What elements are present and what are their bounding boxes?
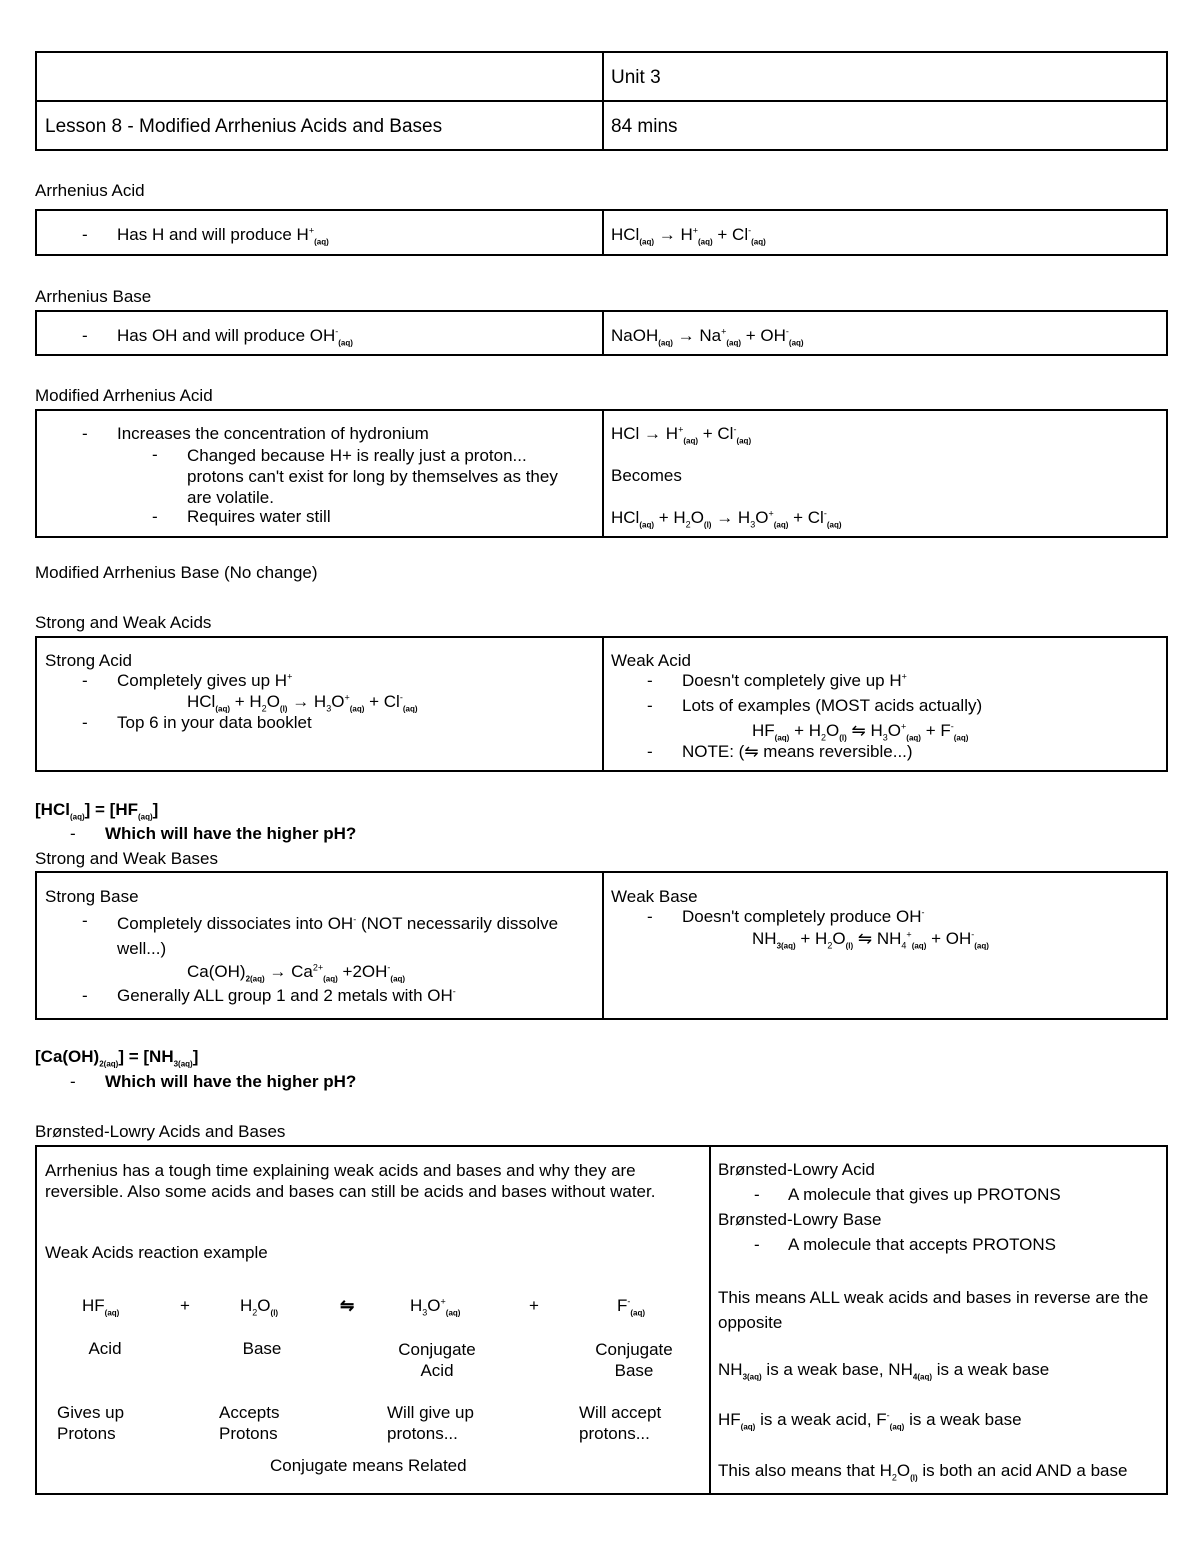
bronsted-intro: Arrhenius has a tough time explaining weak acids and bases and why they are reversible. Also some acids and bases can still be acids and bases without water. [45, 1161, 656, 1201]
label-conjugate-acid: Conjugate Acid [398, 1340, 476, 1380]
strong-acid-title: Strong Acid [45, 651, 132, 670]
modified-acid-sub1: Changed because H+ is really just a proton... protons can't exist for long by themselves as they are volatile. [187, 446, 558, 507]
label-base: Base [242, 1339, 282, 1358]
reaction-plus1: + [180, 1296, 190, 1315]
role-conjugate-base: Will accept protons... [579, 1403, 662, 1443]
reaction-equilibrium: ⇋ [340, 1296, 355, 1315]
strong-base-point2: Generally ALL group 1 and 2 metals with OH- [117, 986, 456, 1005]
reaction-hf: $HF_{(aq)}$ [82, 1296, 120, 1318]
strong-weak-bases-table: Strong Base - Completely dissociates into OH- (NOT necessarily dissolve well...) $Ca(OH)_{2(aq)} \to Ca^{2+}_{(aq)} +2OH^-_{(aq)}$ - Generally ALL group 1 and 2 metals with OH- Weak Base - Doesn't completely produce OH- $NH_{3(aq)} + H_2O_{(l)}$ ⇋ $NH_4^+_{(aq)} + OH^-_{(aq)}$ [35, 871, 1168, 1020]
modified-acid-eq2: $HCl_{(aq)} + H_2O_{(l)} \to H_3O^+_{(aq)} + Cl^-_{(aq)}$ [611, 508, 842, 530]
bronsted-means: This means ALL weak acids and bases in reverse are the opposite [718, 1288, 1149, 1332]
arrhenius-base-heading: Arrhenius Base [35, 287, 152, 306]
strong-base-point1: Completely dissociates into OH- (NOT necessarily dissolve well...) [117, 914, 559, 958]
bronsted-acid-def: A molecule that gives up PROTONS [788, 1185, 1061, 1204]
arrhenius-acid-table: - Has H and will produce $H^+_{(aq)}$ $HCl_{(aq)} \to H^+_{(aq)} + Cl^-_{(aq)}$ [35, 209, 1168, 256]
reaction-plus2: + [529, 1296, 539, 1315]
reaction-f: $F^-_{(aq)}$ [617, 1296, 646, 1318]
arrhenius-acid-heading: Arrhenius Acid [35, 181, 145, 200]
arrhenius-base-table: - Has OH and will produce $OH^-_{(aq)}$ NaOH$_{(aq)}$ → $Na^+_{(aq)} + OH^-_{(aq)}$ [35, 310, 1168, 356]
weak-base-point1: Doesn't completely produce OH- [682, 907, 925, 926]
label-conjugate-base: Conjugate Base [595, 1340, 673, 1380]
modified-acid-point: Increases the concentration of hydronium [117, 424, 429, 443]
strong-acid-point2: Top 6 in your data booklet [117, 713, 312, 732]
bronsted-nh3-line: $NH_{3(aq)}$ is a weak base, $NH_{4(aq)}$ is a weak base [718, 1360, 1050, 1382]
arrhenius-acid-point: Has H and will produce $H^+_{(aq)}$ [117, 225, 329, 247]
modified-acid-sub2: Requires water still [187, 507, 331, 526]
role-base: Accepts Protons [219, 1403, 280, 1443]
strong-base-equation: $Ca(OH)_{2(aq)} \to Ca^{2+}_{(aq)} +2OH^-_{(aq)}$ [187, 962, 406, 984]
lesson-duration: 84 mins [611, 116, 678, 137]
weak-acid-example-title: Weak Acids reaction example [45, 1243, 268, 1262]
strong-base-title: Strong Base [45, 887, 139, 906]
weak-base-equation: $NH_{3(aq)} + H_2O_{(l)}$ ⇋ $NH_4^+_{(aq)} + OH^-_{(aq)}$ [752, 929, 989, 951]
arrhenius-base-equation: NaOH$_{(aq)}$ → $Na^+_{(aq)} + OH^-_{(aq)}$ [611, 326, 804, 348]
strong-acid-equation: $HCl_{(aq)} + H_2O_{(l)} \to H_3O^+_{(aq)} + Cl^-_{(aq)}$ [187, 692, 418, 714]
weak-base-title: Weak Base [611, 887, 698, 906]
bronsted-water-line: This also means that $H_2O_{(l)}$ is both an acid AND a base [718, 1461, 1128, 1483]
label-acid: Acid [88, 1339, 122, 1358]
weak-acid-point3: NOTE: (⇋ means reversible...) [682, 742, 913, 761]
arrhenius-acid-equation: $HCl_{(aq)} \to H^+_{(aq)} + Cl^-_{(aq)}$ [611, 225, 766, 247]
weak-acid-title: Weak Acid [611, 651, 692, 670]
bronsted-base-title: Brønsted-Lowry Base [718, 1210, 882, 1229]
weak-acid-point1: Doesn't completely give up H+ [682, 671, 907, 690]
reaction-h2o: $H_2O_{(l)}$ [240, 1296, 279, 1318]
unit-label: Unit 3 [611, 67, 661, 88]
strong-weak-bases-heading: Strong and Weak Bases [35, 849, 219, 868]
strong-weak-acids-table: Strong Acid - Completely gives up H+ $HCl_{(aq)} + H_2O_{(l)} \to H_3O^+_{(aq)} + Cl^-_{(aq)}$ - Top 6 in your data booklet Weak Acid - Doesn't completely give up H+ - Lots of examples (MOST acids actually) $HF_{(aq)} + H_2O_{(l)}$ ⇋ $H_3O^+_{(aq)} + F^-_{(aq)}$ - NOTE: (⇋ means reversible...) [35, 636, 1168, 772]
modified-acid-table: - Increases the concentration of hydronium - Changed because H+ is really just a proton... protons can't exist for long by themselves as they are volatile. - Requires water still HCl → $H^+_{(aq)} + Cl^-_{(aq)}$ Becomes $HCl_{(aq)} + H_2O_{(l)} \to H_3O^+_{(aq)} + Cl^-_{(aq)}$ [35, 409, 1168, 538]
modified-acid-eq1: HCl → $H^+_{(aq)} + Cl^-_{(aq)}$ [611, 424, 752, 446]
strong-weak-acids-heading: Strong and Weak Acids [35, 613, 212, 632]
bronsted-acid-title: Brønsted-Lowry Acid [718, 1160, 875, 1179]
modified-acid-becomes: Becomes [611, 466, 682, 485]
question2-equation: $[Ca(OH)_{2(aq)}] = [NH_{3(aq)}]$ [35, 1047, 199, 1069]
bronsted-heading: Brønsted-Lowry Acids and Bases [35, 1122, 286, 1141]
modified-acid-heading: Modified Arrhenius Acid [35, 386, 213, 405]
question1-text: Which will have the higher pH? [105, 824, 357, 843]
weak-acid-equation: $HF_{(aq)} + H_2O_{(l)}$ ⇋ $H_3O^+_{(aq)} + F^-_{(aq)}$ [752, 721, 969, 743]
bronsted-table: Arrhenius has a tough time explaining weak acids and bases and why they are reversible. Also some acids and bases can still be acids and bases without water. Weak Acids reaction example $HF_{(aq)}$ + $H_2O_{(l)}$ ⇋ $H_3O^+_{(aq)}$ + $F^-_{(aq)}$ Acid Base Conjugate Acid Conjugate Base Gives up Protons Accepts Protons Will give up protons... Will accept protons... Conjugate means Related Brønsted-Lowry Acid - A molecule that gives up PROTONS Brønsted-Lowry Base - A molecule that accepts PROTONS This means ALL weak acids and bases in reverse are the opposite $NH_{3(aq)}$ is a weak base, $NH_{4(aq)}$ is a weak base $HF_{(aq)}$ is a weak acid, $F^-_{(aq)}$ is a weak base This also means that $H_2O_{(l)}$ is both an acid AND a base [35, 1145, 1168, 1495]
header-table [35, 51, 1168, 151]
bronsted-base-def: A molecule that accepts PROTONS [788, 1235, 1057, 1254]
question1-equation: $[HCl_{(aq)}] = [HF_{(aq)}]$ [35, 800, 159, 822]
role-conjugate-acid: Will give up protons... [387, 1403, 474, 1443]
lesson-title: Lesson 8 - Modified Arrhenius Acids and Bases [45, 116, 443, 137]
strong-acid-point1: Completely gives up H+ [117, 671, 293, 690]
weak-acid-point2: Lots of examples (MOST acids actually) [682, 696, 983, 715]
question2-text: Which will have the higher pH? [105, 1072, 357, 1091]
role-acid: Gives up Protons [57, 1403, 125, 1443]
conjugate-note: Conjugate means Related [270, 1456, 467, 1475]
reaction-h3o: $H_3O^+_{(aq)}$ [410, 1296, 461, 1318]
modified-base-heading: Modified Arrhenius Base (No change) [35, 563, 318, 582]
bronsted-hf-line: $HF_{(aq)}$ is a weak acid, $F^-_{(aq)}$ is a weak base [718, 1410, 1022, 1432]
arrhenius-base-point: Has OH and will produce $OH^-_{(aq)}$ [117, 326, 353, 348]
